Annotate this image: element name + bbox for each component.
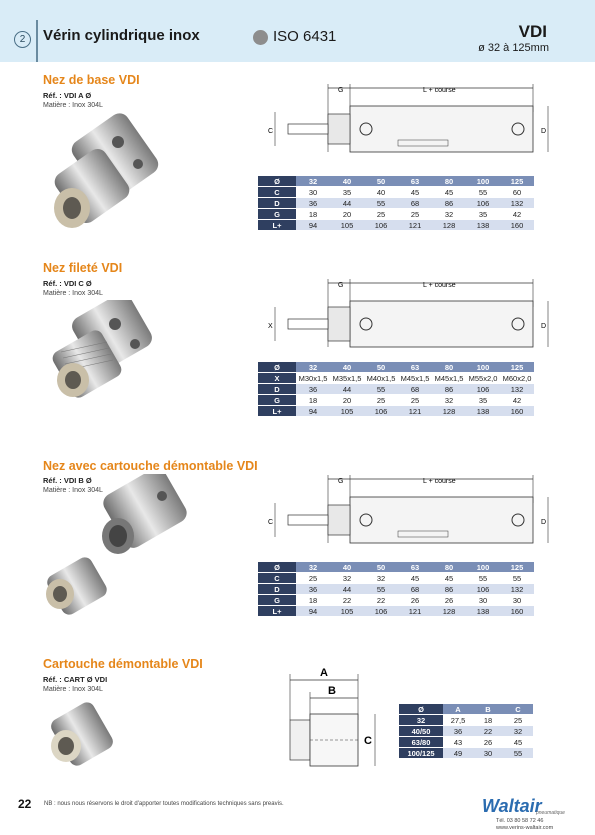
table-cell: 132 bbox=[500, 384, 534, 395]
table-cell: 138 bbox=[466, 220, 500, 231]
table-cell: 45 bbox=[432, 187, 466, 198]
footer-note: NB : nous nous réservons le droit d'apporter toutes modifications techniques sans preavis. bbox=[44, 801, 284, 807]
table-cell: 35 bbox=[466, 395, 500, 406]
table-cell: 35 bbox=[466, 209, 500, 220]
table-cell: 121 bbox=[398, 606, 432, 617]
table-cell: 100 bbox=[466, 362, 500, 373]
dim-left: C bbox=[268, 519, 274, 526]
page-title: Vérin cylindrique inox bbox=[43, 27, 200, 44]
table-cell: B bbox=[473, 704, 503, 715]
table-header-row bbox=[258, 176, 534, 187]
table-cell: 35 bbox=[330, 187, 364, 198]
table-row bbox=[258, 595, 534, 606]
page-number: 22 bbox=[18, 797, 32, 811]
table-cell: 50 bbox=[364, 562, 398, 573]
nose-base-photo bbox=[42, 112, 160, 230]
table-cell: 26 bbox=[432, 595, 466, 606]
table-cell: 105 bbox=[330, 406, 364, 417]
table-cell: 20 bbox=[330, 395, 364, 406]
table-cell: 36 bbox=[296, 384, 330, 395]
iso-standard: ISO 6431 bbox=[273, 28, 337, 45]
table-cell: 36 bbox=[443, 726, 473, 737]
table-cell: 32 bbox=[330, 573, 364, 584]
table-cell: 55 bbox=[500, 573, 534, 584]
row-label: X bbox=[258, 373, 296, 384]
row-label: 63/80 bbox=[399, 737, 443, 748]
section-title: Cartouche démontable VDI bbox=[43, 657, 203, 671]
table-cell: 25 bbox=[364, 209, 398, 220]
row-label: 40/50 bbox=[399, 726, 443, 737]
table-cell: 18 bbox=[296, 595, 330, 606]
cylinder-drawing bbox=[258, 277, 558, 357]
spec-table bbox=[399, 704, 533, 759]
section-title: Nez avec cartouche démontable VDI bbox=[43, 459, 258, 473]
dim-a: A bbox=[320, 667, 328, 679]
website: www.verins-waltair.com bbox=[496, 825, 554, 831]
dim-left: C bbox=[268, 128, 274, 135]
table-cell: 125 bbox=[500, 562, 534, 573]
table-cell: 106 bbox=[466, 384, 500, 395]
brand-logo: Waltair bbox=[482, 796, 542, 816]
row-label: G bbox=[258, 209, 296, 220]
row-label: L+ bbox=[258, 220, 296, 231]
row-label: C bbox=[258, 573, 296, 584]
table-cell: M45x1,5 bbox=[432, 373, 466, 384]
diameter-range: ø 32 à 125mm bbox=[478, 42, 549, 54]
table-cell: M55x2,0 bbox=[466, 373, 500, 384]
table-cell: M45x1,5 bbox=[398, 373, 432, 384]
table-cell: 106 bbox=[364, 406, 398, 417]
table-cell: 55 bbox=[364, 198, 398, 209]
cartridge-drawing bbox=[280, 662, 390, 777]
row-label: Ø bbox=[258, 362, 296, 373]
table-cell: 42 bbox=[500, 209, 534, 220]
dim-l: L + course bbox=[423, 87, 456, 94]
table-row bbox=[399, 715, 533, 726]
table-cell: 80 bbox=[432, 362, 466, 373]
dim-c: C bbox=[364, 735, 372, 747]
table-cell: 32 bbox=[432, 395, 466, 406]
table-cell: 20 bbox=[330, 209, 364, 220]
table-row bbox=[258, 395, 534, 406]
table-cell: 121 bbox=[398, 220, 432, 231]
table-row bbox=[258, 198, 534, 209]
table-cell: 22 bbox=[330, 595, 364, 606]
table-cell: 106 bbox=[364, 606, 398, 617]
table-cell: 106 bbox=[466, 198, 500, 209]
table-cell: 132 bbox=[500, 584, 534, 595]
table-cell: M40x1,5 bbox=[364, 373, 398, 384]
table-cell: 160 bbox=[500, 606, 534, 617]
table-cell: 32 bbox=[432, 209, 466, 220]
table-cell: 26 bbox=[473, 737, 503, 748]
spec-table bbox=[258, 362, 534, 417]
table-cell: 22 bbox=[364, 595, 398, 606]
table-row bbox=[258, 373, 534, 384]
dim-b: B bbox=[328, 685, 336, 697]
table-cell: M60x2,0 bbox=[500, 373, 534, 384]
table-cell: 63 bbox=[398, 176, 432, 187]
row-label: Ø bbox=[258, 176, 296, 187]
table-cell: 25 bbox=[398, 209, 432, 220]
section-ref: Réf. : CART Ø VDI bbox=[43, 675, 108, 684]
cylinder-drawing bbox=[258, 473, 558, 553]
dim-right: D bbox=[541, 519, 547, 526]
table-row bbox=[258, 384, 534, 395]
table-cell: 50 bbox=[364, 176, 398, 187]
table-cell: 32 bbox=[296, 362, 330, 373]
table-row bbox=[258, 584, 534, 595]
table-cell: 40 bbox=[330, 176, 364, 187]
table-cell: 55 bbox=[364, 384, 398, 395]
table-cell: 45 bbox=[398, 187, 432, 198]
table-cell: 80 bbox=[432, 562, 466, 573]
dim-right: D bbox=[541, 128, 547, 135]
page-header bbox=[0, 0, 595, 62]
table-cell: 138 bbox=[466, 606, 500, 617]
table-cell: 128 bbox=[432, 606, 466, 617]
table-cell: 100 bbox=[466, 562, 500, 573]
section-material: Matière : Inox 304L bbox=[43, 290, 103, 297]
dim-g: G bbox=[338, 478, 344, 485]
table-cell: 132 bbox=[500, 198, 534, 209]
table-row bbox=[399, 726, 533, 737]
table-cell: 94 bbox=[296, 606, 330, 617]
table-cell: 86 bbox=[432, 384, 466, 395]
table-cell: 68 bbox=[398, 384, 432, 395]
row-label: L+ bbox=[258, 406, 296, 417]
table-cell: 18 bbox=[473, 715, 503, 726]
table-cell: 125 bbox=[500, 176, 534, 187]
table-row bbox=[258, 606, 534, 617]
table-cell: 50 bbox=[364, 362, 398, 373]
section-ref: Réf. : VDI B Ø bbox=[43, 476, 92, 485]
series-name: VDI bbox=[518, 22, 547, 41]
table-cell: 32 bbox=[296, 176, 330, 187]
table-cell: 25 bbox=[296, 573, 330, 584]
dim-left: X bbox=[268, 323, 273, 330]
table-cell: 68 bbox=[398, 584, 432, 595]
dim-l: L + course bbox=[423, 478, 456, 485]
table-cell: 125 bbox=[500, 362, 534, 373]
table-cell: 106 bbox=[466, 584, 500, 595]
table-cell: 45 bbox=[398, 573, 432, 584]
table-cell: 121 bbox=[398, 406, 432, 417]
table-cell: 128 bbox=[432, 220, 466, 231]
cylinder-drawing bbox=[258, 82, 558, 162]
table-cell: 86 bbox=[432, 584, 466, 595]
table-cell: 100 bbox=[466, 176, 500, 187]
table-row bbox=[258, 406, 534, 417]
table-row bbox=[258, 187, 534, 198]
table-cell: C bbox=[503, 704, 533, 715]
table-cell: 27,5 bbox=[443, 715, 473, 726]
table-cell: 49 bbox=[443, 748, 473, 759]
row-label: G bbox=[258, 595, 296, 606]
header-divider bbox=[36, 20, 38, 62]
nose-threaded-photo bbox=[45, 300, 155, 400]
table-cell: 40 bbox=[330, 362, 364, 373]
section-title: Nez fileté VDI bbox=[43, 261, 123, 275]
table-cell: 30 bbox=[466, 595, 500, 606]
table-cell: 18 bbox=[296, 209, 330, 220]
table-row bbox=[399, 748, 533, 759]
table-cell: 30 bbox=[500, 595, 534, 606]
dim-g: G bbox=[338, 282, 344, 289]
table-cell: 40 bbox=[330, 562, 364, 573]
cartridge-photo bbox=[44, 702, 114, 772]
table-cell: 32 bbox=[503, 726, 533, 737]
contact-block bbox=[496, 818, 553, 832]
table-cell: 55 bbox=[364, 584, 398, 595]
row-label: Ø bbox=[399, 704, 443, 715]
dim-l: L + course bbox=[423, 282, 456, 289]
nose-cartridge-photo bbox=[40, 474, 190, 624]
table-row bbox=[258, 573, 534, 584]
table-cell: 36 bbox=[296, 198, 330, 209]
table-cell: 55 bbox=[466, 573, 500, 584]
row-label: 32 bbox=[399, 715, 443, 726]
spec-table bbox=[258, 562, 534, 617]
table-cell: 22 bbox=[473, 726, 503, 737]
section-material: Matière : Inox 304L bbox=[43, 686, 103, 693]
row-label: 100/125 bbox=[399, 748, 443, 759]
iso-dot-icon bbox=[253, 30, 268, 45]
table-cell: 32 bbox=[364, 573, 398, 584]
brand-tagline: pneumatique bbox=[536, 810, 565, 816]
table-cell: 18 bbox=[296, 395, 330, 406]
table-header-row bbox=[399, 704, 533, 715]
table-cell: 44 bbox=[330, 584, 364, 595]
table-cell: 42 bbox=[500, 395, 534, 406]
table-cell: 25 bbox=[364, 395, 398, 406]
table-cell: 40 bbox=[364, 187, 398, 198]
chapter-number: 2 bbox=[14, 31, 31, 48]
section-material: Matière : Inox 304L bbox=[43, 487, 103, 494]
table-cell: 30 bbox=[473, 748, 503, 759]
section-material: Matière : Inox 304L bbox=[43, 102, 103, 109]
table-cell: 25 bbox=[503, 715, 533, 726]
table-cell: 45 bbox=[503, 737, 533, 748]
table-cell: 105 bbox=[330, 606, 364, 617]
table-cell: 30 bbox=[296, 187, 330, 198]
table-cell: 80 bbox=[432, 176, 466, 187]
table-cell: M30x1,5 bbox=[296, 373, 330, 384]
row-label: G bbox=[258, 395, 296, 406]
table-cell: 105 bbox=[330, 220, 364, 231]
table-cell: M35x1,5 bbox=[330, 373, 364, 384]
table-cell: 106 bbox=[364, 220, 398, 231]
table-cell: 86 bbox=[432, 198, 466, 209]
table-cell: 25 bbox=[398, 395, 432, 406]
table-cell: 138 bbox=[466, 406, 500, 417]
table-cell: 63 bbox=[398, 362, 432, 373]
row-label: C bbox=[258, 187, 296, 198]
table-cell: 63 bbox=[398, 562, 432, 573]
row-label: D bbox=[258, 384, 296, 395]
table-row bbox=[258, 209, 534, 220]
table-cell: 68 bbox=[398, 198, 432, 209]
section-ref: Réf. : VDI C Ø bbox=[43, 279, 92, 288]
table-cell: 26 bbox=[398, 595, 432, 606]
table-row bbox=[399, 737, 533, 748]
section-ref: Réf. : VDI A Ø bbox=[43, 91, 92, 100]
table-cell: 94 bbox=[296, 406, 330, 417]
table-cell: 128 bbox=[432, 406, 466, 417]
table-cell: 94 bbox=[296, 220, 330, 231]
row-label: D bbox=[258, 198, 296, 209]
table-cell: 60 bbox=[500, 187, 534, 198]
table-cell: 160 bbox=[500, 220, 534, 231]
table-cell: 44 bbox=[330, 384, 364, 395]
table-cell: 43 bbox=[443, 737, 473, 748]
section-title: Nez de base VDI bbox=[43, 73, 140, 87]
table-cell: 45 bbox=[432, 573, 466, 584]
row-label: D bbox=[258, 584, 296, 595]
spec-table bbox=[258, 176, 534, 231]
table-cell: A bbox=[443, 704, 473, 715]
dim-g: G bbox=[338, 87, 344, 94]
table-cell: 160 bbox=[500, 406, 534, 417]
table-cell: 44 bbox=[330, 198, 364, 209]
table-header-row bbox=[258, 362, 534, 373]
table-cell: 32 bbox=[296, 562, 330, 573]
table-cell: 55 bbox=[503, 748, 533, 759]
row-label: L+ bbox=[258, 606, 296, 617]
phone: Tél. 03 80 58 72 46 bbox=[496, 818, 544, 824]
table-header-row bbox=[258, 562, 534, 573]
dim-right: D bbox=[541, 323, 547, 330]
table-cell: 55 bbox=[466, 187, 500, 198]
table-row bbox=[258, 220, 534, 231]
table-cell: 36 bbox=[296, 584, 330, 595]
row-label: Ø bbox=[258, 562, 296, 573]
